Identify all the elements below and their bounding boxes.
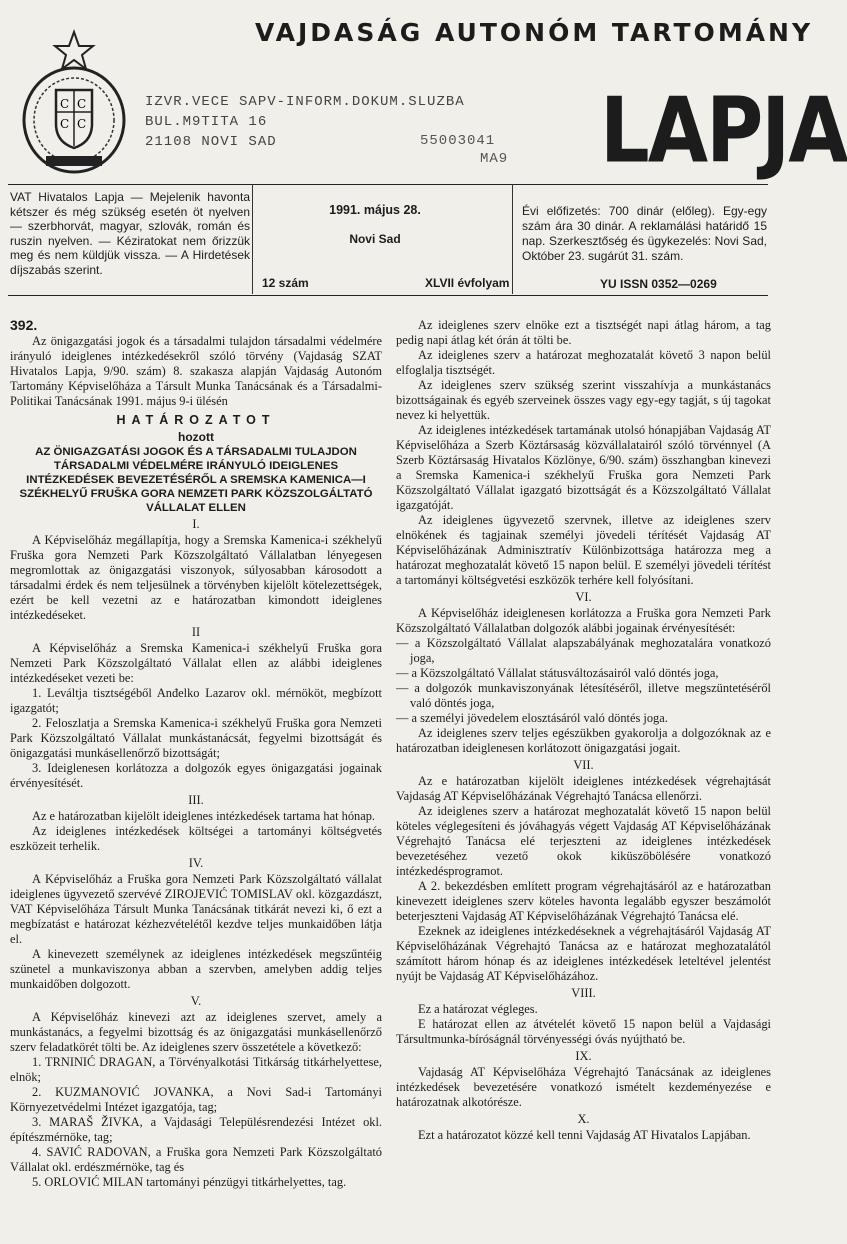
- svg-text:C: C: [77, 97, 87, 111]
- paragraph: Az ideiglenes intézkedések tartamának utolsó hónapjában Vajdaság AT Képviselőháza a Szerb Köztársaság közvállalatairól szóló törvénnyel (A Szerb Köztársaság Hivatalos Közlönye, 6/90. szám) összhangban kinevezi a Sremska Kamenica-i székhelyű Fruška gora Nemzeti Park Közszolgáltató Vállalat igazgató bizottságát és a Közszolgáltató Vállalat igazgatóját.: [396, 423, 771, 512]
- paragraph: Az ideiglenes szerv elnöke ezt a tisztségét napi átlag három, a tag pedig napi átlag két órán át tölti be.: [396, 318, 771, 347]
- list-item: 4. SAVIĆ RADOVAN, a Fruška gora Nemzeti Park Közszolgáltató Vállalat okl. erdészmérnöke, tag és: [10, 1145, 382, 1174]
- act-number: 392.: [10, 317, 38, 333]
- intro-paragraph: Az önigazgatási jogok és a társadalmi tulajdon társadalmi védelmére irányuló ideiglenes intézkedésekről szóló törvény (Vajdaság SZAT Hivatalos Lapja, 9/90. szám) 8. szakasza alapján Vajdaság Autonóm Tartomány Képviselőháza a Társult Munka Tanácsának és a Társadalmi-Politikai Tanácsának 1991. május 9-i ülésén: [10, 334, 382, 408]
- paragraph: E határozat ellen az átvételét követő 15 napon belül a Vajdasági Társultmunka-bíróságnál törvényességi óvás nyújtható be.: [396, 1017, 771, 1046]
- paragraph: A Képviselőház a Sremska Kamenica-i székhelyű Fruška gora Nemzeti Park Közszolgáltató Vállalat ellen az alábbi ideiglenes intézkedéseket vezeti be:: [10, 641, 382, 685]
- section-heading: VII.: [573, 758, 594, 772]
- paragraph: Ezeknek az ideiglenes intézkedéseknek a végrehajtásáról Vajdaság AT Képviselőházának Végrehajtó Tanácsa az e határozat meghozatalától számított három hónap és az ideiglenes intézkedések leteltével jelentést nyújt be Vajdaság AT Képviselőházához.: [396, 924, 771, 983]
- paragraph: Az ideiglenes szerv a határozat meghozatalát követő 15 napon belül köteles véglegesíteni és jóváhagyás végett Vajdaság AT Képviselőházának Végrehajtó Tanácsa elé terjeszteni az ideiglenes intézkedések bevezetéséhez vezető okok kiküszöbölésére vonatkozó intézkedésprogramot.: [396, 804, 771, 878]
- list-item: 2. KUZMANOVIĆ JOVANKA, a Novi Sad-i Tartományi Környezetvédelmi Intézet igazgatója, tag;: [10, 1085, 382, 1114]
- paragraph: Az ideiglenes intézkedések költségei a tartományi költségvetés eszközeit terhelik.: [10, 824, 382, 853]
- svg-text:C: C: [77, 117, 87, 131]
- paragraph: Ezt a határozatot közzé kell tenni Vajdaság AT Hivatalos Lapjában.: [418, 1128, 751, 1142]
- stamp-number: 55003041 MA9: [420, 133, 509, 167]
- issue-volume: XLVII évfolyam: [425, 276, 510, 290]
- section-heading: III.: [188, 793, 204, 807]
- issue-date: 1991. május 28.: [329, 203, 421, 217]
- list-item: 1. Leváltja tisztségéből Anđelko Lazarov okl. mérnököt, megbízott igazgatót;: [10, 686, 382, 715]
- masthead-title: VAJDASÁG AUTONÓM TARTOMÁNY: [255, 18, 814, 47]
- list-item: 3. Ideiglenesen korlátozza a dolgozók egyes önigazgatási jogainak érvényesítését.: [10, 761, 382, 790]
- lapja-title: LAPJA: [600, 80, 847, 184]
- paragraph: A Képviselőház a Fruška gora Nemzeti Park Közszolgáltató vállalat ideiglenes ügyvezető szervévé ZIROJEVIĆ TOMISLAV okl. közgazdászt, VAT Képviselőháza Társult Munka Tanácsának titkárát nevezi ki, ő ezt a megbízatást e határozat kézhezvételétől kezdve teljes munkaidőben látja el.: [10, 872, 382, 946]
- paragraph: Az ideiglenes szerv a határozat meghozatalát követő 3 napon belül elfoglalja tisztségét.: [396, 348, 771, 377]
- decision-heading: HATÁROZATOT: [116, 413, 276, 427]
- decision-title: AZ ÖNIGAZGATÁSI JOGOK ÉS A TÁRSADALMI TULAJDON TÁRSADALMI VÉDELMÉRE IRÁNYULÓ IDEIGLENES INTÉZKEDÉSEK BEVEZETÉSÉRŐL A SREMSKA KAMENICA—I SZÉKHELYŰ FRUŠKA GORA NEMZETI PARK KÖZSZOLGÁLTATÓ VÁLLALAT ELLEN: [19, 446, 373, 514]
- paragraph: Vajdaság AT Képviselőháza Végrehajtó Tanácsának az ideiglenes intézkedések bevezetésére vonatkozó ismételt kezdeményezése e határozatnak alkotórésze.: [396, 1065, 771, 1109]
- list-item: 1. TRNINIĆ DRAGAN, a Törvényalkotási Titkárság titkárhelyettese, elnök;: [10, 1055, 382, 1084]
- list-item: 5. ORLOVIĆ MILAN tartományi pénzügyi titkárhelyettes, tag.: [32, 1175, 347, 1189]
- subscription-info: Évi előfizetés: 700 dinár (előleg). Egy-egy szám ára 30 dinár. A reklamálási határidő 15 nap. Szerkesztőség és ügykezelés: Novi Sad, Október 23. sugárút 31. szám.: [522, 204, 767, 263]
- list-item: 3. MARAŠ ŽIVKA, a Vajdasági Településrendezési Intézet okl. építészmérnöke, tag;: [10, 1115, 382, 1144]
- paragraph: Az ideiglenes szerv szükség szerint visszahívja a munkástanács bizottságainak és egyéb szerveinek összes vagy egy-egy tagját, s új tagokat nevez ki helyettük.: [396, 378, 771, 422]
- hozott-label: hozott: [178, 430, 214, 444]
- svg-text:C: C: [60, 117, 70, 131]
- section-heading: X.: [577, 1112, 590, 1126]
- paragraph: Az ideiglenes szerv teljes egészükben gyakorolja a dolgozóknak az e határozatban ideiglenesen korlátozott önigazgatási jogait.: [396, 726, 771, 755]
- left-column: [10, 318, 382, 1190]
- section-heading: VIII.: [571, 986, 596, 1000]
- list-item: — a dolgozók munkaviszonyának létesítéséről, illetve megszüntetéséről való döntés joga,: [396, 681, 771, 710]
- paragraph: A Képviselőház kinevezi azt az ideiglenes szervet, amely a munkástanács, a fegyelmi bizottság és az önigazgatási munkásellenőrző szerv feladatkörét tölti be. Az ideiglenes szerv összetétele a következő:: [10, 1010, 382, 1054]
- paragraph: Az e határozatban kijelölt ideiglenes intézkedések végrehajtását Vajdaság AT Képviselőházának Végrehajtó Tanácsa ellenőrzi.: [396, 774, 771, 803]
- section-heading: VI.: [575, 590, 592, 604]
- section-heading: V.: [190, 994, 202, 1008]
- paragraph: A Képviselőház ideiglenesen korlátozza a Fruška gora Nemzeti Park Közszolgáltató Vállalatban dolgozók alábbi jogainak érvényesítését:: [396, 606, 771, 635]
- issn: YU ISSN 0352—0269: [600, 277, 717, 291]
- list-item: 2. Feloszlatja a Sremska Kamenica-i székhelyű Fruška gora Nemzeti Park Közszolgáltató Vállalat munkástanácsát, fegyelmi bizottságát és önigazgatási munkásellenőrző bizottságát;: [10, 716, 382, 760]
- section-heading: I.: [192, 517, 200, 531]
- list-item: — a Közszolgáltató Vállalat státusváltozásairól való döntés joga,: [396, 666, 719, 680]
- issue-number: 12 szám: [262, 276, 309, 290]
- list-item: — a Közszolgáltató Vállalat alapszabályának meghozatalára vonatkozó joga,: [396, 636, 771, 665]
- section-heading: IV.: [188, 856, 204, 870]
- paragraph: A 2. bekezdésben említett program végrehajtásáról az e határozatban kinevezett ideiglenes szerv köteles havonta legalább egyszer beszámolót beterjeszteni Vajdaság AT Képviselőházának Végrehajtó Tanácsa elé.: [396, 879, 771, 923]
- publication-notice: VAT Hivatalos Lapja — Mejelenik havonta kétszer és még szükség esetén öt nyelven — szerbhorvát, magyar, szlovák, román és ruszin nyelven. — Kéziratokat nem őrizzük meg és nem küldjük vissza. — A Hirdetések díjszabás szerint.: [10, 190, 250, 277]
- section-heading: IX.: [575, 1049, 592, 1063]
- address-stamp: IZVR.VECE SAPV-INFORM.DOKUM.SLUZBA BUL.M9TITA 16 21108 NOVI SAD: [145, 94, 465, 150]
- paragraph: Ez a határozat végleges.: [418, 1002, 538, 1016]
- coat-of-arms-emblem: [18, 28, 130, 183]
- issue-place: Novi Sad: [349, 232, 401, 246]
- paragraph: A Képviselőház megállapítja, hogy a Sremska Kamenica-i székhelyű Fruška gora Nemzeti Park Közszolgáltató Vállalatban lényegesen megromlottak az önigazgatási viszonyok, súlyosabban károsodott a társadalmi érdek és nem teljesülnek a törvényben kijelölt kötelezettségek, ezért be kell vezetni az e határozatban kimondott ideiglenes intézkedéseket.: [10, 533, 382, 622]
- list-item: — a személyi jövedelem elosztásáról való döntés joga.: [396, 711, 668, 725]
- paragraph: Az ideiglenes ügyvezető szervnek, illetve az ideiglenes szerv elnökének és tagjainak személyi jövedeli térítését Vajdaság AT Képviselőházának Adminisztratív Különbizottsága határozza meg a határozat meghozatalát követő 15 napon belül. E személyi jövedeli térítést a tartományi költségvetési eszközök terhére kell folyósítani.: [396, 513, 771, 587]
- paragraph: A kinevezett személynek az ideiglenes intézkedések megszűntéig szünetel a munkaviszonya abban a szervben, amelyben addig teljes munkaidőben dolgozott.: [10, 947, 382, 991]
- svg-text:C: C: [60, 97, 70, 111]
- right-column: [396, 318, 771, 1143]
- section-heading: II: [191, 625, 201, 639]
- paragraph: Az e határozatban kijelölt ideiglenes intézkedések tartama hat hónap.: [32, 809, 376, 823]
